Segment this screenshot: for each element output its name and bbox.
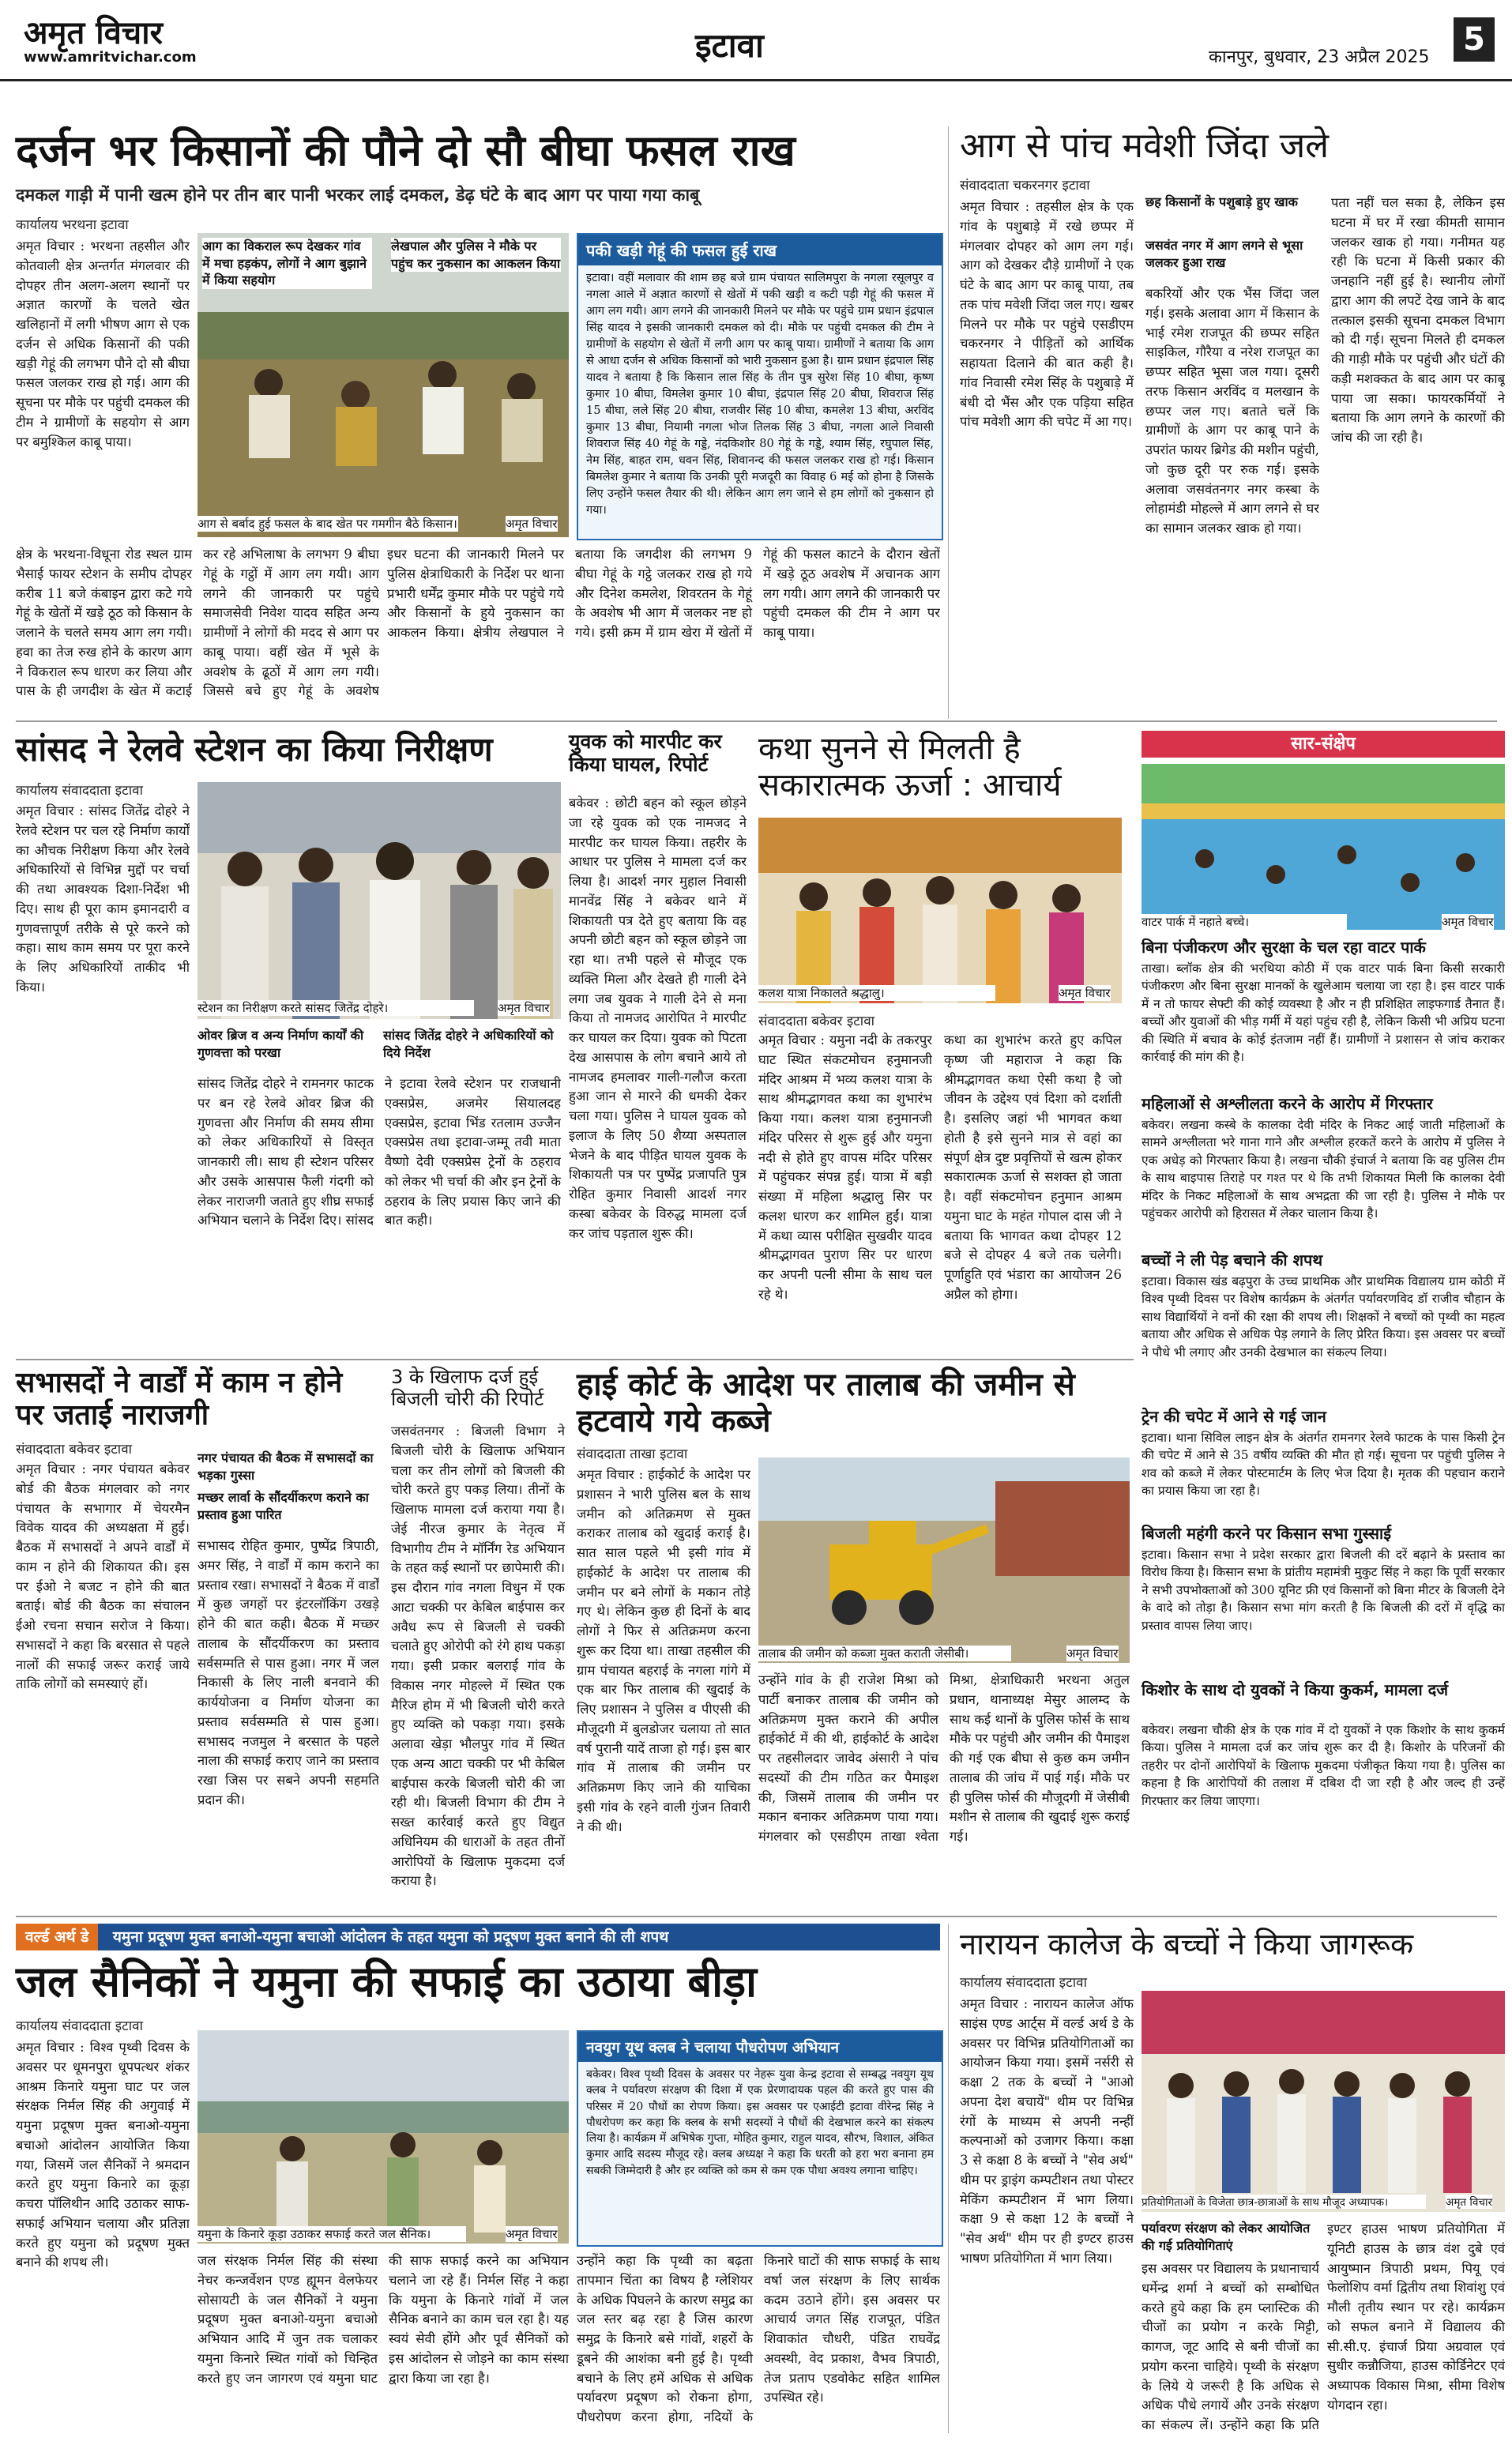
s1-body-1: अमृत विचार : भरथना तहसील और कोतवाली क्षेत्र अन्तर्गत मंगलवार की दोपहर तीन अलग-अलग स्थानों पर अज्ञात कारणों के चलते खेत खलिहानों में लगी भीषण आग से एक दर्जन से अधिक किसानों की पकी खड़ी गेहूं की लगभग पौने दो सौ बीघा फसल जलकर राख हो गई। आग की सूचना पर मौके पर पहुंची दमकल की टीम ने ग्रामीणों के सहयोग से आग पर बमुश्किल काबू पाया। bbox=[16, 239, 190, 450]
column-divider bbox=[948, 126, 949, 719]
s2-body-1: अमृत विचार : तहसील क्षेत्र के एक गांव के पशुबाड़े में रखे छप्पर में मंगलवार दोपहर को आग लग गई। आग को देखकर दौड़े ग्रामीणों ने एक घंटे के बाद आग पर काबू पाया, तब तक पांच मवेशी जिंदा जल गए। खबर मिलने पर मौके पर पहुंचे एसडीएम चकरनगर ने पीड़ितों को आर्थिक सहायता दिलाने की बात कही है। गांव निवासी रमेश सिंह के पशुबाड़े में बंधी दो भैंस और एक पड़िया सहित पांच मवेशी आग की चपेट में आ गए। bbox=[960, 199, 1134, 430]
section-rule bbox=[16, 720, 1497, 722]
masthead bbox=[0, 0, 1512, 81]
s9-item-4-title: ट्रेन की चपेट में आने से गई जान bbox=[1142, 1407, 1326, 1426]
s2-headline: आग से पांच मवेशी जिंदा जले bbox=[960, 126, 1330, 166]
s11-byline: कार्यालय संवाददाता इटावा bbox=[960, 1975, 1087, 1991]
edition-city: इटावा bbox=[695, 26, 764, 65]
section-rule bbox=[16, 1359, 1134, 1360]
s9-item-4-text: इटावा। थाना सिविल लाइन क्षेत्र के अंतर्गत रामनगर रेलवे फाटक के पास किसी ट्रेन की चपेट में आने से 35 वर्षीय व्यक्ति की मौत हो गई। सूचना पर पहुंची पुलिस ने शव को कब्जे में लेकर पोस्टमार्टम के लिए भेज दिया है। मृतक की पहचान कराने का प्रयास किया जा रहा है। bbox=[1142, 1431, 1505, 1499]
s11-photo-caption: प्रतियोगिताओं के विजेता छात्र-छात्राओं के साथ मौजूद अध्यापक। bbox=[1142, 2195, 1426, 2209]
s3-body-2: सांसद जितेंद्र दोहरे ने रामनगर फाटक पर बन रहे रेलवे ओवर ब्रिज की गुणवत्ता और निर्माण की समय सीमा को लेकर अधिकारियों से विस्तृत जानकारी ली। साथ ही स्टेशन परिसर और उसके आसपास फैली गंदगी को लेकर नाराजगी जताते हुए शीघ्र सफाई अभियान चलाने के निर्देश दिए। सांसद ने इटावा रेलवे स्टेशन पर राजधानी एक्सप्रेस, अजमेर सियालदह एक्सप्रेस, इटावा भिंड रतलाम उज्जैन एक्सप्रेस तथा इटावा-जम्मू तवी माता वैष्णो देवी एक्सप्रेस ट्रेनों के ठहराव को लेकर भी चर्चा की और इन ट्रेनों के ठहराव के लिए प्रयास किए जाने की बात कही। bbox=[197, 1076, 561, 1228]
s9-brief-column bbox=[1142, 731, 1505, 1908]
s5-byline: संवाददाता बकेवर इटावा bbox=[758, 1014, 875, 1029]
s9-item-2-title: महिलाओं से अश्लीलता करने के आरोप में गिरफ्तार bbox=[1142, 1094, 1433, 1113]
s3-bullet-2: सांसद जितेंद्र दोहरे ने अधिकारियों को दिये निर्देश bbox=[383, 1028, 554, 1060]
s6-headline: सभासदों ने वार्डों में काम न होने पर जताई नाराजगी bbox=[16, 1367, 343, 1432]
page-number: 5 bbox=[1454, 17, 1495, 62]
s11-body-3: इण्टर हाउस भाषण प्रतियोगिता में यूनिटी हाउस के छात्र वंश दुबे एवं आयुष्मान त्रिपाठी प्रथम, पियू एवं फेलोशिप वर्मा द्वितीय तथा शिवांशु एवं मौली तृतीय स्थान पर रहे। कार्यक्रम को सफल बनाने में विद्यालय की सी.सी.ए. इंचार्ज प्रिया अग्रवाल एवं सुधीर कन्नौजिया, हाउस कोर्डिनेटर एवं अध्यापक विकास मिश्रा, सीमा विशेष योगदान रहा। bbox=[1327, 2221, 1505, 2413]
s1-box-title: पकी खड़ी गेहूं की फसल हुई राख bbox=[578, 235, 942, 265]
s9-photo-credit: अमृत विचार bbox=[1442, 915, 1494, 929]
s9-photo-caption: वाटर पार्क में नहाते बच्चे। bbox=[1142, 914, 1347, 930]
s10-body-3: उन्होंने कहा कि पृथ्वी का बढ़ता तापमान चिंता का विषय है ग्लेशियर के अधिक पिघलने के कारण समुद्र का जल स्तर बढ़ रहा है जिस कारण समुद्र के किनारे बसे गांवों, शहरों के डूबने की आशंका बनी हुई है। पृथ्वी बचाने के लिए हमें अधिक से अधिक पर्यावरण प्रदूषण को रोकना होगा, पौधरोपण करना होगा, नदियों के किनारे घाटों की साफ सफाई के साथ वर्षा जल संरक्षण के लिए सार्थक कदम उठाने होंगे। इस अवसर पर आचार्य जगत सिंह राजपूत, पंडित शिवाकांत चौधरी, पंडित राघवेंद्र अवस्थी, वेद प्रकाश, वैभव त्रिपाठी, तेज प्रताप एडवोकेट सहित शामिल उपस्थित रहे। bbox=[577, 2253, 940, 2424]
s6-bullet-1: नगर पंचायत की बैठक में सभासदों का भड़का गुस्सा bbox=[197, 1450, 374, 1483]
s10-photo-credit: अमृत विचार bbox=[506, 2227, 558, 2241]
s8-photo bbox=[758, 1458, 1130, 1663]
s5-photo-caption: कलश यात्रा निकालते श्रद्धालु। bbox=[758, 985, 995, 1001]
s2-body-3: बकरियों और एक भैंस जिंदा जल गई। इसके अलावा आग में किसान के भाई रमेश राजपूत की छप्पर सहित साइकिल, गौरैया व नरेश राजपूत का छप्पर सहित भूसा जल गया। दूसरी तरफ किसान अरविंद व मलखान के छप्पर जल गए। बताते चलें कि ग्रामीणों के आग पर काबू पाने के उपरांत फायर ब्रिगेड की मशीन पहुंची, जो कुछ दूरी पर रुक गई। इसके अलावा जसवंतनगर नगर कस्बा के लोहामंडी मोहल्ले में आग लगने से घर का सामान जलकर खाक हो गया। bbox=[1145, 286, 1319, 536]
s3-byline: कार्यालय संवाददाता इटावा bbox=[16, 783, 143, 799]
s1-subhead: दमकल गाड़ी में पानी खत्म होने पर तीन बार पानी भरकर लाई दमकल, डेढ़ घंटे के बाद आग पर पाया गया काबू bbox=[16, 186, 700, 205]
s5-headline: कथा सुनने से मिलती है सकारात्मक ऊर्जा : आचार्य bbox=[758, 731, 1062, 803]
s10-tag: वर्ल्ड अर्थ डे bbox=[16, 1924, 98, 1950]
s1-box-body: इटावा। वहीं मलावार की शाम छह बजे ग्राम पंचायत सालिमपुरा के नगला रसूलपुर व नगला आले में अज्ञात कारणों से खेतों में पकी खड़ी व कटी पड़ी गेहूं की फसल में आग लग गयी। आग लगने की जानकारी मिलने पर मौके पर पहुंचे ग्राम प्रधान इंद्रपाल सिंह यादव ने इसकी जानकारी दमकल को दी। मौके पर पहुंची दमकल की टीम ने ग्रामीणों के सहयोग से खेतों में लगी आग पर काबू पाया। ग्रामीणों ने बताया कि आग से आधा दर्जन से अधिक किसानों को भारी नुकसान हुआ है। ग्राम प्रधान इंद्रपाल सिंह यादव ने बताया है कि किसान लाल सिंह के तीन पुत्र सुरेश सिंह 10 बीघा, कृष्ण कुमार 10 बीघा, विमलेश कुमार 10 बीघा, इंद्रपाल सिंह 20 बीघा, शिवराज सिंह 15 बीघा, लले सिंह 20 बीघा, राजवीर सिंह 10 बीघा, कमलेश 13 बीघा, अरविंद कुमार 13 बीघा, नियामी नगला भोज तिलक सिंह 3 बीघा, नगला आले निवासी शिवराज सिंह 40 गेहूं के गड्डे, नंदकिशोर 80 गेहूं के गड्डे, श्याम सिंह, रघुपाल सिंह, नेम सिंह, बाहत राम, धवन सिंह, शिवानन्द की फसल जलकर राख हो गई। किसान बिमलेश कुमार ने बताया कि उनकी पूरी मजदूरी का विवाह 6 मई को होना है जिसके लिए उन्होंने फसल तैयार की थी। लेकिन आग लग जाने से हम लोगों को नुकसान हो गया। bbox=[586, 272, 934, 517]
s9-item-6-text: बकेवर। लखना चौकी क्षेत्र के एक गांव में दो युवकों ने एक किशोर के साथ कुकर्म किया। पुलिस ने मामला दर्ज कर जांच शुरू कर दी है। किशोर के परिजनों की तहरीर पर दोनों आरोपियों के खिलाफ मुकदमा पंजीकृत किया गया है। पुलिस का कहना है कि आरोपियों की तलाश में दबिश दी जा रही है और जल्द ही उन्हें गिरफ्तार कर लिया जाएगा। bbox=[1142, 1723, 1505, 1808]
s4-headline: युवक को मारपीट कर किया घायल, रिपोर्ट bbox=[569, 730, 722, 776]
students-award-photo bbox=[1142, 1991, 1505, 2212]
s10-strip-text: यमुना प्रदूषण मुक्त बनाओ-यमुना बचाओ आंदोलन के तहत यमुना को प्रदूषण मुक्त बनाने की ली शपथ bbox=[112, 1928, 669, 1946]
s3-photo bbox=[197, 782, 561, 1019]
s10-photo bbox=[197, 2030, 569, 2244]
s1-sidebox bbox=[577, 233, 943, 540]
s3-headline: सांसद ने रेलवे स्टेशन का किया निरीक्षण bbox=[16, 730, 493, 769]
s8-body-1: अमृत विचार : हाईकोर्ट के आदेश पर प्रशासन ने भारी पुलिस बल के साथ जमीन को अतिक्रमण से मुक्त कराकर तालाब को खुदाई कराई है। सात साल पहले भी इसी गांव में हाईकोर्ट के आदेश पर तालाब की जमीन पर बने लोगों के मकान तोड़े गए थे। लेकिन कुछ ही दिनों के बाद लोगों ने फिर से अतिक्रमण करना शुरू कर दिया था। ताखा तहसील की ग्राम पंचायत बहराई के नगला गांगे में एक बार फिर तालाब की खुदाई के लिए प्रशासन ने पुलिस व पीएसी की मौजूदगी में बुलडोजर चलाया तो सात वर्ष पुरानी यादें ताजा हो गई। इस बार गांव में तालाब की जमीन पर अतिक्रमण किए जाने की याचिका इसी गांव के रहने वाली गुंजन तिवारी ने की थी। bbox=[577, 1467, 750, 1834]
s11-body-2: इस अवसर पर विद्यालय के प्रधानाचार्य धर्मेन्द्र शर्मा ने बच्चों को सम्बोधित करते हुये कहा कि हम प्लास्टिक की चीजों का प्रयोग न करके मिट्टी, कागज, जूट आदि से बनी चीजों का प्रयोग करना चाहिये। पृथ्वी के संरक्षण के लिये ये जरूरी है कि अधिक से अधिक पौधे लगायें और उनके संरक्षण का संकल्प लें। उन्होंने कहा कि प्रति bbox=[1142, 2261, 1319, 2432]
s1-photo bbox=[197, 233, 569, 537]
s8-photo-caption: तालाब की जमीन को कब्जा मुक्त कराती जेसीबी। bbox=[758, 1646, 1011, 1661]
s9-item-3-text: इटावा। विकास खंड बढ़पुरा के उच्च प्राथमिक और प्राथमिक विद्यालय ग्राम कोठी में विश्व पृथ्वी दिवस पर विशेष कार्यक्रम के अंतर्गत पर्यावरणविद डॉ राजीव चौहान के साथ विद्यार्थियों ने वनों की रक्षा की शपथ ली। शिक्षकों ने बच्चों को पृथ्वी का महत्व बताया और अधिक से अधिक पेड़ लगाने के लिए प्रेरित किया। इस अवसर पर बच्चों ने पौधे भी लगाए और उनकी देखभाल का संकल्प लिया। bbox=[1142, 1274, 1505, 1360]
s10-headline: जल सैनिकों ने यमुना की सफाई का उठाया बीड़ा bbox=[16, 1957, 758, 2007]
s8-photo-credit: अमृत विचार bbox=[1066, 1646, 1119, 1661]
s8-headline: हाई कोर्ट के आदेश पर तालाब की जमीन से हटवाये गये कब्जे bbox=[577, 1367, 1075, 1439]
s10-box-body: बकेवर। विश्व पृथ्वी दिवस के अवसर पर नेहरू युवा केन्द्र इटावा से सम्बद्ध नवयुग यूथ क्लब ने पर्यावरण संरक्षण की दिशा में एक प्रेरणादायक पहल की करते हुए पास की परिसर में 20 पौधों का रोपण किया। इस अवसर पर एआईटी इटावा वीरेन्द्र सिंह ने पौधरोपण कर कहा कि क्लब के सभी सदस्यों ने पौधों की देखभाल करने का संकल्प लिया है। कार्यक्रम में अभिषेक गुप्ता, मोहित कुमार, राहुल यादव, सौरभ, विशाल, अंकित कुमार आदि सदस्य मौजूद रहे। क्लब अध्यक्ष ने कहा कि धरती को हरा भरा बनाना हम सबकी जिम्मेदारी है और हर व्यक्ति को कम से कम एक पौधा अवश्य लगाना चाहिए। bbox=[586, 2068, 934, 2177]
s3-body-1: अमृत विचार : सांसद जितेंद्र दोहरे ने रेलवे स्टेशन पर चल रहे निर्माण कार्यों का औचक निरीक्षण किया और रेलवे अधिकारियों से विभिन्न मुद्दों पर चर्चा की तथा आवश्यक दिशा-निर्देश भी दिए। साथ ही पूरा काम इमानदारी व गुणवत्तापूर्ण तरीके से पूरे करने को कहा। साथ काम समय पर पूरा करने के लिए अधिकारियों ताकीद भी किया। bbox=[16, 803, 190, 995]
water-park-photo bbox=[1142, 764, 1505, 930]
s3-photo-credit: अमृत विचार bbox=[498, 1001, 550, 1015]
s9-item-5-text: इटावा। किसान सभा ने प्रदेश सरकार द्वारा बिजली की दरें बढ़ाने के प्रस्ताव का विरोध किया है। किसान सभा के प्रांतीय महामंत्री मुकुट सिंह ने कहा कि पूर्वी सरकार ने सभी उपभोक्ताओं को 300 यूनिट फ्री एवं किसानों को बिना मीटर के बिजली देने के वादे को तोड़ा है। किसान सभा मांग करती है कि बिजली की दरों में वृद्धि का प्रस्ताव वापस लिया जाए। bbox=[1142, 1548, 1505, 1633]
s9-item-6-title: किशोर के साथ दो युवकों ने किया कुकर्म, मामला दर्ज bbox=[1142, 1680, 1449, 1699]
s1-body-3: इधर घटना की जानकारी मिलने पर पुलिस क्षेत्राधिकारी के निर्देश पर थाना प्रभारी धर्मेंद्र कुमार मौके पर पहुंचे गये और किसानों के हुये नुकसान का आकलन किया। क्षेत्रीय लेखपाल ने बताया कि जगदीश की लगभग 9 बीघा गेहूं के गट्ठे जलकर राख हो गये और दिनेश कमलेश, शिवरतन के गेहूं के अवशेष भी आग में जलकर नष्ट हो गये। इसी क्रम में ग्राम खेरा में खेतों में गेहूं की फसल काटने के दौरान खेतों में खड़े ठूठ अवशेष में अचानक आग लग गयी। आग लगने की जानकारी पर पहुंची दमकल की टीम ने आग पर काबू पाया। bbox=[387, 547, 940, 640]
s8-byline: संवाददाता ताखा इटावा bbox=[577, 1446, 688, 1462]
s3-bullet-1: ओवर ब्रिज व अन्य निर्माण कार्यों की गुणवत्ता को परखा bbox=[197, 1028, 364, 1060]
s1-body-2: क्षेत्र के भरथना-विधूना रोड स्थल ग्राम भैसाई फायर स्टेशन के समीप दोपहर करीब 11 बजे कंबाइन द्वारा कटे गये गेहूं के खेतों में खड़े ठूठ को किसान के जलाने के चलते समय आग लग गयी। हवा का तेज रुख होने के कारण आग ने विकराल रूप धारण कर लिया और पास के ही जगदीश के खेत में कटाई कर रहे अभिलाषा के लगभग 9 बीघा गेहूं के गट्ठों में आग लग गयी। आग लगने की जानकारी पर पहुंचे समाजसेवी निवेश यादव सहित अन्य ग्रामीणों ने लोगों की मदद से आग पर काबू पाया। वहीं खेत में भूसे के अवशेष के ढूठों में आग लग गयी। जिससे बचे हुए गेहूं के अवशेष bbox=[16, 547, 379, 699]
s6-body-2: सभासद रोहित कुमार, पुष्पेंद्र त्रिपाठी, अमर सिंह, ने वार्डों में काम कराने का प्रस्ताव रखा। सभासदों ने बैठक में वार्डों में कुछ जगहों पर इंटरलॉकिंग उखड़े होने की बात कही। बैठक में मच्छर तालाब के सौंदर्यीकरण का प्रस्ताव सर्वसम्मति से पास हुआ। नगर में जल निकासी के लिए नाली बनवाने की कार्ययोजना व निर्माण योजना का प्रस्ताव सर्वसम्मति से पास हुआ। सभासद नजमुल ने बरसात के पहले नाला की सफाई कराए जाने का प्रस्ताव रखा जिस पर सबने अपनी सहमति प्रदान की। bbox=[197, 1538, 379, 1807]
s2-bullet-2: जसवंत नगर में आग लगने से भूसा जलकर हुआ राख bbox=[1145, 238, 1303, 270]
s6-byline: संवाददाता बकेवर इटावा bbox=[16, 1442, 133, 1458]
s5-photo bbox=[758, 818, 1122, 1003]
s8-body-2: उन्होंने गांव के ही राजेश मिश्रा को पार्टी बनाकर तालाब की जमीन को अतिक्रमण मुक्त कराने की अपील हाईकोर्ट में की थी, हाईकोर्ट के आदेश पर तहसीलदार जावेद अंसारी ने पांच सदस्यों की टीम गठित कर पैमाइश की, जिसमें तालाब की जमीन पर मकान बनाकर अतिक्रमण पाया गया। मंगलवार को एसडीएम ताखा श्वेता मिश्रा, क्षेत्राधिकारी भरथना अतुल प्रधान, थानाध्यक्ष मेसुर आलम्द के साथ कई थानों के पुलिस फोर्स के साथ मौके पर पहुंची और जमीन की पैमाइश की गई एक बीघा से कुछ कम जमीन तालाब की जांच में पाई गई। मौके पर ही पुलिस फोर्स की मौजूदगी में जेसीबी मशीन से तालाब की खुदाई शुरू कराई गई। bbox=[758, 1672, 1130, 1844]
s10-photo-caption: यमुना के किनारे कूड़ा उठाकर सफाई करते जल सैनिक। bbox=[197, 2226, 466, 2242]
s2-byline: संवाददाता चकरनगर इटावा bbox=[960, 178, 1090, 194]
s3-photo-caption: स्टेशन का निरीक्षण करते सांसद जितेंद्र दोहरे। bbox=[197, 1000, 474, 1016]
s1-photo-credit: अमृत विचार bbox=[506, 517, 558, 531]
s1-bullet-1: आग का विकराल रूप देखकर गांव में मचा हड़कंप, लोगों ने आग बुझाने में किया सहयोग bbox=[202, 238, 372, 289]
s10-body-1: अमृत विचार : विश्व पृथ्वी दिवस के अवसर पर धूमनपुरा धूपपत्थर शंकर आश्रम किनारे यमुना घाट पर जल संरक्षक निर्मल सिंह की अगुवाई में यमुना प्रदूषण मुक्त बनाओ-यमुना बचाओ आंदोलन आयोजित किया गया, जिसमें जल सैनिकों ने श्रमदान करते हुए यमुना किनारे का कूड़ा कचरा पॉलिथीन आदि उठाकर साफ-सफाई अभियान चलाया और प्रतिज्ञा करते हुए यमुना को प्रदूषण मुक्त बनाने की शपथ ली। bbox=[16, 2040, 190, 2270]
s10-body-2: जल संरक्षक निर्मल सिंह की संस्था नेचर कन्जर्वेशन एण्ड ह्यूमन वेलफेयर सोसायटी के जल सैनिकों ने यमुना प्रदूषण मुक्त बनाओ-यमुना बचाओ अभियान आदि में जुन तक चलाकर यमुना किनारे स्थित गांवों को चिन्हित करते हुए जन जागरण एवं यमुना घाट की साफ सफाई करने का अभियान चलाने जा रहे हैं। निर्मल सिंह ने कहा कि यमुना के किनारे गांवों में जल सैनिक बनाने का काम चल रहा है। यह स्वयं सेवी होंगे और पूर्व सैनिकों को इस आंदोलन से जोड़ने का काम संस्था द्वारा किया जा रहा है। bbox=[197, 2253, 569, 2386]
s9-item-3-title: बच्चों ने ली पेड़ बचाने की शपथ bbox=[1142, 1251, 1323, 1270]
s10-box-title: नवयुग यूथ क्लब ने चलाया पौधरोपण अभियान bbox=[578, 2032, 942, 2062]
website-link[interactable]: www.amritvichar.com bbox=[24, 49, 197, 66]
s6-bullet-2: मच्छर लार्वा के सौंदर्यीकरण कराने का प्रस्ताव हुआ पारित bbox=[197, 1490, 369, 1522]
s9-item-5-title: बिजली महंगी करने पर किसान सभा गुस्साई bbox=[1142, 1524, 1392, 1543]
s9-photo bbox=[1142, 764, 1505, 930]
s11-body-1: अमृत विचार : नारायन कालेज ऑफ साइंस एण्ड आर्ट्स में वर्ल्ड अर्थ डे के अवसर पर विभिन्न प्रतियोगिताओं का आयोजन किया गया। इसमें नर्सरी से कक्षा 2 तक के बच्चों ने "आओ अपना देश बचायें" थीम पर विभिन्न रंगों के माध्यम से अपनी नन्हीं कल्पनाओं को उजागर किया। कक्षा 3 से कक्षा 8 के बच्चों ने "सेव अर्थ" थीम पर ड्राइंग कम्पटीशन तथा पोस्टर मेकिंग कम्पटीशन में भाग लिया। कक्षा 9 से कक्षा 12 के बच्चों ने "सेव अर्थ" थीम पर ही इण्टर हाउस भाषण प्रतियोगिता में भाग लिया। bbox=[960, 1996, 1134, 2266]
s6-body-1: अमृत विचार : नगर पंचायत बकेवर बोर्ड की बैठक मंगलवार को नगर पंचायत के सभागार में चेयरमैन विवेक यादव की अध्यक्षता में हुई। बैठक में सभासदों ने अपने वार्डों में काम न होने की शिकायत की। इस पर ईओ ने बजट न होने की बात बताई। बोर्ड की बैठक का संचालन ईओ रचना सचान सरोज ने किया। सभासदों ने कहा कि बरसात से पहले नालों की सफाई जरूर कराई जाये ताकि लोगों को समस्याएं हों। bbox=[16, 1461, 190, 1692]
s11-photo bbox=[1142, 1991, 1505, 2212]
s9-item-2-text: बकेवर। लखना कस्बे के कालका देवी मंदिर के निकट आई जाती महिलाओं के सामने अश्लीलता भरे गाना गाने और अश्लील हरकतें करने के आरोप में पुलिस ने एक अधेड़ को गिरफ्तार किया है। लखना चौकी इंचार्ज ने बताया कि वह पुलिस टीम के साथ बाइपास तिराहे पर गश्त पर थे कि तभी शिकायत मिली कि कालका देवी मंदिर के निकट महिलाओं के साथ अभद्रता की जा रही है। पुलिस ने मौके पर पहुंचकर आरोपी को हिरासत में लेकर चालान किया है। bbox=[1142, 1118, 1505, 1221]
s9-label: सार-संक्षेप bbox=[1142, 731, 1505, 758]
s10-sidebox bbox=[577, 2030, 943, 2247]
column-divider bbox=[948, 1924, 949, 2433]
jcb-excavation-photo bbox=[758, 1458, 1130, 1663]
s5-body-1: अमृत विचार : यमुना नदी के तकरपुर घाट स्थित संकटमोचन हनुमानजी मंदिर आश्रम में भव्य कलश यात्रा के साथ श्रीमद्भागवत कथा का शुभारंभ किया गया। कलश यात्रा हनुमानजी मंदिर परिसर से शुरू हुई और यमुना नदी से होते हुए वापस मंदिर परिसर में पहुंचकर संपन्न हुई। यात्रा में बड़ी संख्या में महिला श्रद्धालु सिर पर कलश धारण कर शामिल हुईं। यात्रा में कथा व्यास परीक्षित सुखवीर यादव श्रीमद्भागवत पुराण सिर पर धारण कर अपनी पत्नी सीमा के साथ चल रहे थे। bbox=[758, 1033, 932, 1302]
s7-body: जसवंतनगर : बिजली विभाग ने बिजली चोरी के खिलाफ अभियान चला कर तीन लोगों को बिजली की चोरी करते हुए पकड़ लिया। तीनों के खिलाफ मामला दर्ज कराया गया है। जेई नीरज कुमार के नेतृत्व में विभागीय टीम ने मॉर्निंग रेड अभियान के तहत कई स्थानों पर छापेमारी की। इस दौरान गांव नगला विधुन में एक आटा चक्की पर केबिल बाईपास कर अवैध रूप से बिजली से चक्की चलाते हुए ओरोपी को रंगे हाथ पकड़ा गया। इसी प्रकार बलराई गांव के विकास नगर मोहल्ले में स्थित एक मैरिज होम में भी बिजली चोरी करते हुए व्यक्ति को पकड़ा गया। इसके अलावा खेड़ा भौलपुर गांव में स्थित एक अन्य आटा चक्की पर भी केबिल बाईपास करके बिजली चोरी की जा रही थी। बिजली विभाग की टीम ने सख्त कार्रवाई करते हुए विद्युत अधिनियम की धाराओं के तहत तीनों आरोपियों के खिलाफ मुकदमा दर्ज कराया है। bbox=[391, 1424, 565, 1889]
s5-body-2: कथा का शुभारंभ करते हुए कपिल कृष्ण जी महाराज ने कहा कि श्रीमद्भागवत कथा ऐसी कथा है जो जीवन के उद्देश्य एवं दिशा को दर्शाती है। इसलिए जहां भी भागवत कथा होती है इसे सुनने मात्र से वहां का संपूर्ण क्षेत्र दुष्ट प्रवृत्तियों से खत्म होकर सकारात्मक ऊर्जा से सशक्त हो जाता है। वहीं संकटमोचन हनुमान आश्रम यमुना घाट के महंत गोपाल दास जी ने बताया कि भागवत कथा दोपहर 12 बजे से दोपहर 4 बजे तक चलेगी। पूर्णाहुति एवं भंडारा का आयोजन 26 अप्रैल को होगा। bbox=[944, 1033, 1122, 1302]
s2-body-4: पता नहीं चल सका है, लेकिन इस घटना में घर में रखा कीमती सामान जलकर खाक हो गया। गनीमत यह रही कि घटना में किसी प्रकार की जनहानि नहीं हुई है। स्थानीय लोगों द्वारा आग की लपटें देख जाने के बाद तत्काल इसकी सूचना दमकल विभाग को दी गई। सूचना मिलते ही दमकल की गाड़ी मौके पर पहुंची और घंटों की कड़ी मशक्कत के बाद आग पर काबू पाया जा सका। फायरकर्मियों ने बताया कि आग लगने के कारणों की जांच की जा रही है। bbox=[1331, 195, 1505, 445]
s9-item-1-text: ताखा। ब्लॉक क्षेत्र की भरथिया कोठी में एक वाटर पार्क बिना किसी सरकारी पंजीकरण और बिना सुरक्षा मानकों के खुलेआम चलाया जा रहा है। इस वाटर पार्क में न तो फायर सेफ्टी की कोई व्यवस्था है और न ही प्रशिक्षित लाइफगार्ड तैनात हैं। बच्चों और युवाओं की भीड़ गर्मी में यहां पहुंच रही है, लेकिन किसी भी अप्रिय घटना की स्थिति में बचाव के कोई इंतजाम नहीं हैं। ग्रामीणों ने प्रशासन से जांच कराकर कार्रवाई की मांग की है। bbox=[1142, 961, 1505, 1065]
newspaper-logo: अमृत विचार bbox=[24, 15, 163, 51]
s7-headline: 3 के खिलाफ दर्ज हुई बिजली चोरी की रिपोर्ट bbox=[391, 1366, 544, 1410]
kalash-yatra-photo bbox=[758, 818, 1122, 1003]
s5-photo-credit: अमृत विचार bbox=[1059, 986, 1111, 1000]
s1-photo-caption: आग से बर्बाद हुई फसल के बाद खेत पर गमगीन बैठे किसान। bbox=[197, 517, 457, 531]
s1-headline: दर्जन भर किसानों की पौने दो सौ बीघा फसल राख bbox=[16, 126, 795, 175]
s11-photo-credit: अमृत विचार bbox=[1446, 2196, 1492, 2209]
s11-bullet-1: पर्यावरण संरक्षण को लेकर आयोजित की गई प्रतियोगिताएं bbox=[1142, 2221, 1311, 2253]
s1-bullet-2: लेखपाल और पुलिस ने मौके पर पहुंच कर नुकसान का आकलन किया bbox=[391, 239, 561, 271]
yamuna-cleanup-photo bbox=[197, 2030, 569, 2244]
station-visit-photo bbox=[197, 782, 561, 1019]
s11-headline: नारायन कालेज के बच्चों ने किया जागरूक bbox=[960, 1927, 1414, 1962]
section-rule bbox=[16, 1916, 1497, 1917]
s1-byline: कार्यालय भरथना इटावा bbox=[16, 217, 129, 233]
edition-date: कानपुर, बुधवार, 23 अप्रैल 2025 bbox=[1209, 47, 1430, 67]
s10-strip bbox=[16, 1924, 940, 1950]
s2-bullet-1: छह किसानों के पशुबाड़े हुए खाक bbox=[1145, 194, 1298, 209]
s4-body: बकेवर : छोटी बहन को स्कूल छोड़ने जा रहे युवक को एक नामजद ने मारपीट कर घायल किया। तहरीर के आधार पर पुलिस ने मामला दर्ज कर लिया है। आदर्श नगर मुहाल निवासी मानवेंद्र सिंह ने बकेवर थाने में शिकायती पत्र देते हुए बताया कि वह अपनी छोटी बहन को स्कूल छोड़ने जा रहा था। तभी पहले से मौजूद एक व्यक्ति मिला और देखते ही गाली देने लगा जब युवक ने गाली देने से मना किया तो नामजद आरोपित ने मारपीट कर घायल कर दिया। युवक को पिटता देख आसपास के लोग बचाने आये तो नामजद हमलावर गाली-गलौज करता हुआ जान से मारने की धमकी देकर चला गया। पुलिस ने घायल युवक को इलाज के लिए 50 शैय्या अस्पताल भेजने के बाद पीड़ित घायल युवक के शिकायती पत्र पर पुष्पेंद्र प्रजापति पुत्र रोहित कुमार निवासी आदर्श नगर कस्बा बकेवर के विरुद्ध मामला दर्ज कर जांच पड़ताल शुरू की। bbox=[569, 796, 747, 1241]
s10-byline: कार्यालय संवाददाता इटावा bbox=[16, 2018, 143, 2034]
s9-item-1-title: बिना पंजीकरण और सुरक्षा के चल रहा वाटर पार्क bbox=[1142, 938, 1426, 957]
